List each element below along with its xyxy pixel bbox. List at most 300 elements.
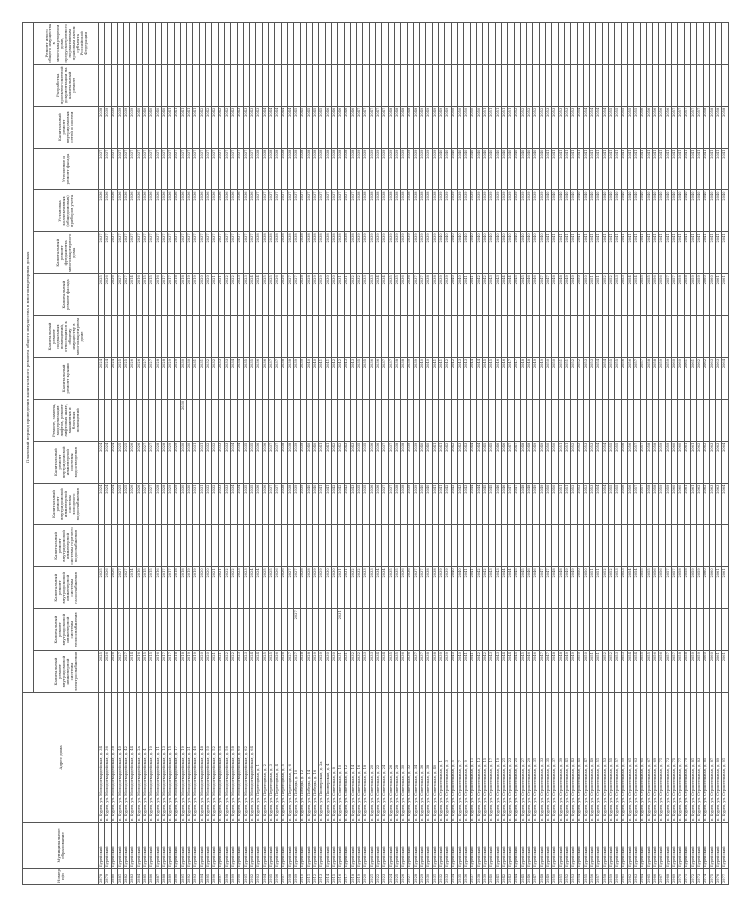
col-header-work-12: Установка коллективных (общедомовых) приборов учета [34,190,99,232]
row-municipality-cell: Бурейский [388,823,394,869]
row-year-cell: 2036 [256,358,262,400]
row-number-cell: 2959 [609,869,615,885]
table-title: Плановый период проведения капитального ремонта общего имущества в многоквартирных домах [23,22,34,692]
row-year-cell: 2064 [722,483,728,525]
row-year-cell: 2056 [653,567,659,609]
row-year-cell: 2041 [646,232,652,274]
row-year-cell: 2041 [319,483,325,525]
row-year-cell: 2040 [136,106,142,148]
row-year-cell: 2017 [161,567,167,609]
row-year-cell: 2023 [237,274,243,316]
row-year-cell: 2040 [508,232,514,274]
row-year-cell: 2058 [646,441,652,483]
row-year-cell: 2038 [401,190,407,232]
row-year-cell: 2044 [275,106,281,148]
row-year-cell: 2054 [590,106,596,148]
row-year-cell: 2036 [376,358,382,400]
row-year-cell: 2048 [558,274,564,316]
row-municipality-cell: Бурейский [709,823,715,869]
row-year-cell: 2041 [653,148,659,190]
row-year-cell: 2040 [464,232,470,274]
row-year-cell: 2026 [105,274,111,316]
row-year-cell: 2032 [357,651,363,693]
row-year-cell: 2052 [577,483,583,525]
row-year-cell: 2034 [237,358,243,400]
row-year-cell: 2039 [413,441,419,483]
row-address-cell: п. Бурея, ул. Строительная, д. 81 [690,693,696,823]
row-year-cell: 2037 [313,190,319,232]
row-municipality-cell: Бурейский [338,823,344,869]
row-year-cell: 2039 [413,232,419,274]
row-year-cell: 2039 [508,190,514,232]
row-year-cell: 2039 [369,232,375,274]
row-year-cell: 2040 [564,190,570,232]
row-year-cell: 2049 [432,106,438,148]
row-year-cell: 2042 [331,483,337,525]
row-year-cell: 2037 [243,148,249,190]
row-municipality-cell: Бурейский [363,823,369,869]
col-header-work-7: Ремонт, замена, модернизация лифтов, ремонт лифтовых шахт, машинных и блочных помещений [34,399,99,441]
row-number-cell: 2977 [722,869,728,885]
row-year-cell: 2056 [627,483,633,525]
row-number-cell: 2945 [520,869,526,885]
row-year-cell: 2031 [338,567,344,609]
row-year-cell: 2057 [690,106,696,148]
row-municipality-cell: Бурейский [439,823,445,869]
row-year-cell: 2036 [206,190,212,232]
row-year-cell: 2025 [262,274,268,316]
row-year-cell: 2038 [426,274,432,316]
row-year-cell: 2041 [609,148,615,190]
row-year-cell: 2057 [665,274,671,316]
row-year-cell: 2040 [546,190,552,232]
row-year-cell: 2037 [155,148,161,190]
row-year-cell: 2052 [609,567,615,609]
row-year-cell: 2057 [684,106,690,148]
row-year-cell: 2050 [552,358,558,400]
row-year-cell: 2039 [300,441,306,483]
row-year-cell: 2040 [640,190,646,232]
row-year-cell: 2034 [376,274,382,316]
row-municipality-cell: Бурейский [716,823,722,869]
row-year-cell: 2039 [376,148,382,190]
row-year-cell: 2049 [420,106,426,148]
row-year-cell: 2048 [388,106,394,148]
row-year-cell: 2027 [294,651,300,693]
row-year-cell: 2062 [703,483,709,525]
row-municipality-cell: Бурейский [602,823,608,869]
register-table [22,22,729,885]
row-year-cell: 2048 [552,274,558,316]
row-municipality-cell: Бурейский [281,823,287,869]
row-year-cell: 2044 [502,651,508,693]
row-number-cell: 2922 [376,869,382,885]
row-year-cell: 2039 [413,483,419,525]
row-year-cell: 2051 [495,106,501,148]
row-year-cell: 2046 [344,106,350,148]
row-year-cell: 2029 [174,441,180,483]
row-year-cell: 2040 [602,190,608,232]
row-year-cell: 2019 [187,567,193,609]
row-year-cell: 2043 [495,567,501,609]
row-year-cell: 2046 [331,106,337,148]
row-year-cell: 2040 [457,567,463,609]
row-address-cell: п. Бурея, ул. Строительная, д. 11 [470,693,476,823]
row-year-cell: 2021 [218,567,224,609]
row-year-cell: 2039 [445,190,451,232]
row-year-cell: 2059 [690,274,696,316]
row-municipality-cell: Бурейский [250,823,256,869]
row-year-cell: 2041 [439,483,445,525]
row-year-cell: 2034 [376,651,382,693]
row-address-cell: п. Бурея, ул. Строительная, д. 91 [722,693,728,823]
row-year-cell: 2040 [621,190,627,232]
row-year-cell: 2035 [250,441,256,483]
row-address-cell: п. Бурея, ул. Победы, д. 14 [306,693,312,823]
row-number-cell: 2910 [300,869,306,885]
row-year-cell: 2015 [149,274,155,316]
row-year-cell: 2046 [495,441,501,483]
row-year-cell: 2038 [319,232,325,274]
row-year-cell: 2055 [615,358,621,400]
row-year-cell: 2039 [533,190,539,232]
row-year-cell: 2027 [294,274,300,316]
row-year-cell: 2046 [325,106,331,148]
row-number-cell: 2912 [313,869,319,885]
row-year-cell: 2017 [168,274,174,316]
row-year-cell: 2036 [143,190,149,232]
row-address-cell: п. Бурея, ул. Строительная, д. 85 [703,693,709,823]
row-year-cell: 2048 [558,651,564,693]
row-year-cell: 2041 [722,232,728,274]
row-year-cell: 2058 [684,651,690,693]
row-year-cell: 2035 [250,358,256,400]
row-year-cell: 2053 [621,567,627,609]
row-year-cell: 2040 [495,232,501,274]
row-year-cell: 2038 [262,148,268,190]
row-year-cell: 2054 [596,106,602,148]
row-year-cell: 2041 [470,651,476,693]
row-address-cell: п. Бурея, ул. Молодогвардейская, д. 19 [180,693,186,823]
row-year-cell: 2040 [489,232,495,274]
row-year-cell: 2037 [300,190,306,232]
row-year-cell: 2039 [457,190,463,232]
row-year-cell: 2044 [508,274,514,316]
row-year-cell: 2018 [174,651,180,693]
row-year-cell: 2043 [256,106,262,148]
row-municipality-cell: Бурейский [237,823,243,869]
row-number-cell: 2908 [287,869,293,885]
row-year-cell: 2042 [445,483,451,525]
row-year-cell: 2060 [672,441,678,483]
row-year-cell: 2038 [350,148,356,190]
row-number-cell: 2962 [627,869,633,885]
row-number-cell: 2889 [168,869,174,885]
row-year-cell: 2058 [722,106,728,148]
row-year-cell: 2038 [401,358,407,400]
row-year-cell: 2040 [457,274,463,316]
row-year-cell: 2060 [672,483,678,525]
row-municipality-cell: Бурейский [269,823,275,869]
row-year-cell: 2036 [168,190,174,232]
row-year-cell [722,399,728,441]
row-address-cell: п. Бурея, ул. Строительная, д. 19 [495,693,501,823]
row-year-cell: 2036 [369,441,375,483]
row-year-cell: 2054 [602,483,608,525]
row-year-cell: 2054 [634,651,640,693]
row-year-cell: 2058 [653,483,659,525]
row-year-cell: 2040 [457,148,463,190]
row-year-cell: 2030 [180,358,186,400]
row-year-cell: 2056 [653,274,659,316]
row-year-cell: 2040 [646,190,652,232]
row-year-cell: 2038 [388,190,394,232]
row-number-cell: 2965 [646,869,652,885]
row-number-cell: 2911 [306,869,312,885]
row-number-cell: 2953 [571,869,577,885]
row-municipality-cell: Бурейский [149,823,155,869]
row-year-cell: 2030 [325,274,331,316]
row-number-cell: 2905 [269,869,275,885]
row-year-cell: 2052 [571,483,577,525]
row-year-cell: 2033 [369,274,375,316]
row-address-cell: п. Бурея, ул. Строительная, д. 37 [552,693,558,823]
row-year-cell: 2037 [199,232,205,274]
row-year-cell: 2043 [464,441,470,483]
row-year-cell: 2039 [514,190,520,232]
row-year-cell: 2041 [590,232,596,274]
row-address-cell: п. Бурея, ул. Переездная, д. 1 [256,693,262,823]
row-year-cell: 2030 [180,483,186,525]
row-year-cell: 2060 [703,651,709,693]
row-year-cell: 2055 [615,441,621,483]
row-year-cell: 2055 [646,274,652,316]
col-header-number: Номер п/п [23,869,99,885]
row-year-cell: 2038 [294,148,300,190]
row-year-cell: 2057 [665,567,671,609]
row-year-cell: 2058 [646,358,652,400]
row-year-cell: 2053 [583,483,589,525]
row-year-cell: 2041 [464,274,470,316]
row-year-cell: 2041 [325,441,331,483]
row-year-cell: 2048 [520,441,526,483]
row-address-cell: п. Бурея, ул. Молодогвардейская, д. 4 [143,693,149,823]
row-year-cell: 2040 [627,190,633,232]
row-year-cell: 2037 [231,232,237,274]
row-year-cell: 2036 [130,190,136,232]
row-year-cell: 2052 [571,358,577,400]
row-municipality-cell: Бурейский [514,823,520,869]
row-year-cell: 2024 [105,358,111,400]
row-year-cell: 2036 [136,190,142,232]
row-year-cell: 2061 [690,483,696,525]
row-year-cell: 2043 [495,651,501,693]
row-year-cell: 2040 [445,232,451,274]
row-year-cell: 2048 [552,651,558,693]
row-year-cell: 2040 [527,148,533,190]
row-year-cell: 2040 [697,190,703,232]
row-year-cell: 2055 [609,483,615,525]
row-number-cell: 2901 [243,869,249,885]
row-year-cell: 2025 [124,441,130,483]
row-year-cell: 2028 [155,358,161,400]
row-year-cell: 2041 [678,148,684,190]
row-year-cell: 2038 [401,483,407,525]
row-year-cell: 2042 [338,441,344,483]
row-year-cell: 2040 [420,358,426,400]
row-year-cell: 2029 [313,274,319,316]
row-year-cell: 2051 [558,483,564,525]
row-year-cell: 2039 [495,190,501,232]
row-address-cell: п. Бурея, ул. Молодогвардейская, д. 58 [231,693,237,823]
row-municipality-cell: Бурейский [218,823,224,869]
row-year-cell: 2046 [533,651,539,693]
row-year-cell: 2045 [489,483,495,525]
row-year-cell: 2058 [678,274,684,316]
row-year-cell: 2032 [350,651,356,693]
row-year-cell: 2042 [331,358,337,400]
row-year-cell: 2027 [287,567,293,609]
row-year-cell: 2030 [325,651,331,693]
row-year-cell: 2039 [432,148,438,190]
row-year-cell: 2039 [445,651,451,693]
row-number-cell: 2902 [250,869,256,885]
row-year-cell: 2060 [709,651,715,693]
row-address-cell: п. Бурея, ул. Строительная, д. 21 [502,693,508,823]
row-year-cell: 2046 [527,274,533,316]
row-number-cell: 2904 [262,869,268,885]
row-year-cell: 2037 [136,232,142,274]
row-year-cell: 2026 [130,358,136,400]
row-year-cell: 2037 [413,651,419,693]
row-number-cell: 2917 [344,869,350,885]
row-municipality-cell: Бурейский [420,823,426,869]
row-year-cell: 2039 [117,106,123,148]
row-year-cell: 2049 [533,358,539,400]
row-year-cell: 2049 [571,567,577,609]
row-year-cell: 2026 [275,274,281,316]
row-municipality-cell: Бурейский [627,823,633,869]
row-number-cell: 2878 [99,869,105,885]
row-year-cell: 2061 [716,274,722,316]
row-number-cell: 2906 [275,869,281,885]
row-number-cell: 2952 [564,869,570,885]
row-year-cell: 2050 [546,358,552,400]
row-year-cell: 2020 [206,274,212,316]
row-year-cell: 2041 [470,274,476,316]
row-year-cell: 2061 [684,358,690,400]
row-year-cell: 2031 [338,651,344,693]
row-year-cell: 2040 [527,232,533,274]
row-year-cell: 2040 [659,190,665,232]
row-year-cell: 2040 [161,106,167,148]
row-year-cell: 2052 [533,106,539,148]
row-year-cell: 2037 [180,232,186,274]
row-year-cell: 2057 [634,358,640,400]
row-year-cell: 2039 [445,274,451,316]
row-year-cell: 2043 [464,483,470,525]
row-address-cell: п. Бурея, ул. Строительная, д. 9 [464,693,470,823]
row-year-cell: 2048 [413,106,419,148]
row-address-cell: п. Бурея, ул. Строительная, д. 45 [577,693,583,823]
row-year-cell: 2017 [161,274,167,316]
row-year-cell: 2029 [313,651,319,693]
row-year-cell: 2049 [539,441,545,483]
row-year-cell: 2037 [413,567,419,609]
row-municipality-cell: Бурейский [180,823,186,869]
row-year-cell: 2056 [621,358,627,400]
row-year-cell: 2039 [300,483,306,525]
row-year-cell: 2033 [363,567,369,609]
row-year-cell: 2041 [571,148,577,190]
col-header-address: Адрес дома [23,693,99,823]
row-year-cell: 2043 [344,358,350,400]
row-year-cell: 2045 [520,274,526,316]
row-year-cell: 2060 [672,358,678,400]
row-year-cell: 2026 [275,567,281,609]
row-year-cell: 2016 [136,651,142,693]
row-year-cell: 2057 [672,106,678,148]
row-year-cell: 2038 [287,232,293,274]
row-year-cell: 2039 [520,190,526,232]
row-municipality-cell: Бурейский [275,823,281,869]
row-year-cell: 2027 [124,567,130,609]
row-year-cell: 2028 [161,483,167,525]
row-municipality-cell: Бурейский [243,823,249,869]
row-year-cell: 2041 [187,106,193,148]
row-year-cell: 2037 [224,148,230,190]
row-year-cell: 2044 [281,106,287,148]
row-year-cell: 2051 [596,567,602,609]
row-year-cell: 2037 [338,190,344,232]
row-year-cell: 2037 [187,148,193,190]
row-year-cell: 2052 [609,651,615,693]
row-year-cell: 2026 [130,483,136,525]
row-year-cell: 2038 [426,190,432,232]
row-year-cell: 2032 [206,358,212,400]
row-year-cell: 2056 [659,567,665,609]
row-year-cell: 2037 [174,148,180,190]
row-year-cell: 2056 [627,441,633,483]
row-year-cell: 2038 [344,148,350,190]
row-year-cell: 2052 [609,274,615,316]
row-year-cell: 2047 [514,483,520,525]
row-year-cell: 2049 [571,274,577,316]
row-year-cell: 2015 [149,567,155,609]
row-year-cell: 2029 [313,567,319,609]
row-address-cell: п. Бурея, ул. Советская, д. 14 [350,693,356,823]
row-year-cell: 2038 [376,190,382,232]
row-year-cell: 2037 [168,148,174,190]
row-year-cell: 2059 [697,567,703,609]
row-year-cell: 2039 [407,358,413,400]
row-municipality-cell: Бурейский [703,823,709,869]
row-address-cell: п. Бурея, ул. Советская, д. 12 [344,693,350,823]
row-year-cell: 2021 [218,651,224,693]
row-year-cell: 2024 [99,483,105,525]
row-year-cell: 2049 [533,483,539,525]
row-year-cell: 2055 [646,651,652,693]
row-year-cell: 2034 [382,651,388,693]
row-year-cell: 2043 [464,358,470,400]
row-year-cell: 2039 [407,148,413,190]
row-municipality-cell: Бурейский [502,823,508,869]
row-year-cell: 2047 [357,106,363,148]
row-year-cell: 2040 [678,190,684,232]
row-year-cell: 2036 [155,190,161,232]
row-municipality-cell: Бурейский [659,823,665,869]
row-year-cell: 2039 [401,148,407,190]
